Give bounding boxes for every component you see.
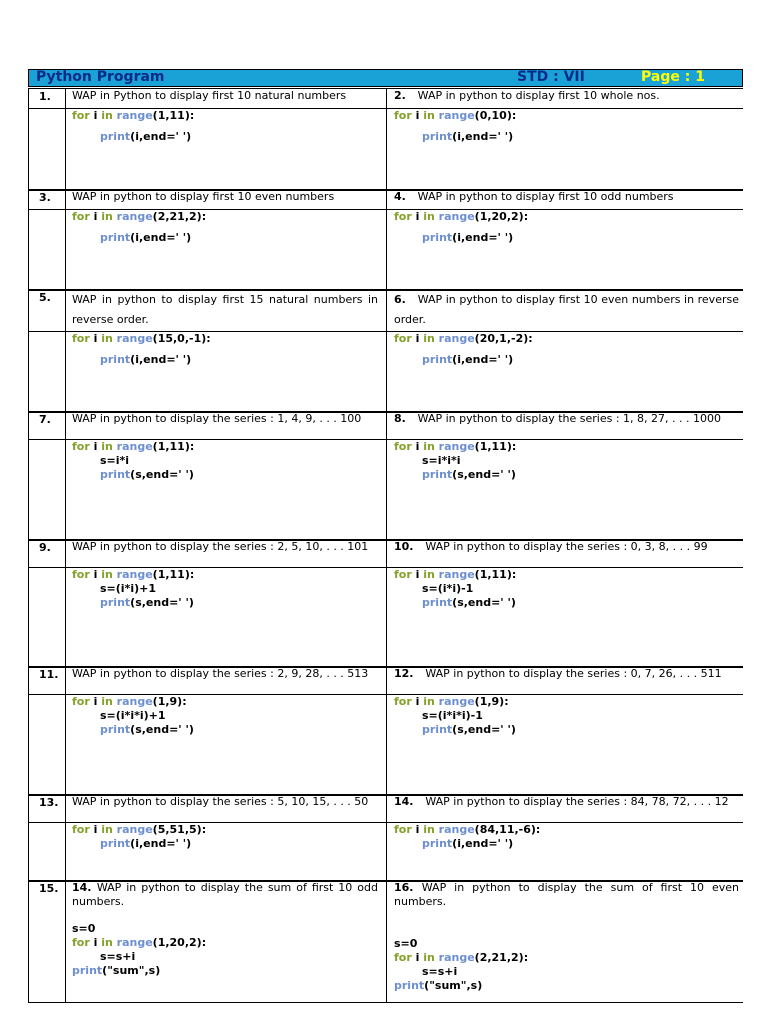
- header-bar: [28, 69, 743, 87]
- code-line: [72, 468, 194, 482]
- question-label: WAP in python to display first 10 whole nos.: [417, 89, 660, 102]
- code-token: i: [93, 332, 102, 345]
- item-number: 5.: [39, 291, 51, 304]
- question-label: WAP in python to display first 10 even numbers in reverse order.: [394, 293, 739, 326]
- code-block: [72, 823, 206, 851]
- class-label: STD : VII: [517, 69, 585, 85]
- code-token: (s,end=' '): [130, 596, 194, 609]
- code-line: [72, 936, 206, 950]
- code-line: [394, 979, 528, 993]
- code-token: for: [72, 109, 94, 122]
- question-text: [394, 795, 739, 809]
- question-text: [394, 290, 739, 330]
- code-token: print: [422, 353, 453, 366]
- code-token: range: [116, 568, 153, 581]
- code-token: in: [101, 332, 117, 345]
- question-text: [394, 881, 739, 909]
- code-token: for: [394, 695, 416, 708]
- code-token: range: [438, 210, 475, 223]
- code-token: (s,end=' '): [452, 723, 516, 736]
- code-line: [394, 231, 528, 245]
- code-token: print: [100, 353, 131, 366]
- code-token: i: [93, 823, 102, 836]
- question-label: WAP in python to display the series : 0, 7, 26, . . . 511: [425, 667, 722, 680]
- question-label: WAP in python to display the sum of first 10 even numbers.: [394, 881, 739, 908]
- item-number: 4.: [394, 190, 410, 203]
- code-token: s=(i*i)+1: [100, 582, 156, 595]
- question-label: WAP in python to display the series : 84, 78, 72, . . . 12: [425, 795, 729, 808]
- code-token: for: [72, 332, 94, 345]
- code-token: for: [394, 109, 416, 122]
- question-label: WAP in python to display the series : 2, 9, 28, . . . 513: [72, 667, 369, 680]
- question-label: WAP in python to display the sum of first 10 odd numbers.: [72, 881, 378, 908]
- code-line: [394, 568, 516, 582]
- page-title: Python Program: [36, 69, 165, 85]
- code-line: [72, 596, 194, 610]
- code-token: (1,9):: [152, 695, 187, 708]
- code-token: print: [394, 979, 425, 992]
- code-token: in: [101, 568, 117, 581]
- code-line: [72, 837, 206, 851]
- code-token: (i,end=' '): [130, 231, 192, 244]
- code-token: i: [415, 951, 424, 964]
- question-label: WAP in python to display the series : 2, 5, 10, . . . 101: [72, 540, 369, 553]
- code-token: s=i*i: [100, 454, 130, 467]
- item-number: 8.: [394, 412, 410, 425]
- code-token: s=s+i: [100, 950, 136, 963]
- item-number: 14.: [394, 795, 418, 808]
- code-line: [394, 454, 516, 468]
- worksheet: [28, 69, 743, 992]
- code-line: [72, 823, 206, 837]
- code-token: i: [93, 440, 102, 453]
- code-block: [394, 823, 540, 851]
- code-token: s=i*i*i: [422, 454, 461, 467]
- code-block: [394, 695, 516, 737]
- code-block: [72, 109, 194, 144]
- code-token: (1,20,2):: [474, 210, 529, 223]
- item-number: 3.: [39, 191, 51, 204]
- page-number: Page : 1: [641, 69, 705, 85]
- code-token: (2,21,2):: [152, 210, 207, 223]
- code-token: i: [415, 823, 424, 836]
- code-token: s=0: [394, 937, 418, 950]
- item-number: 16.: [394, 881, 422, 894]
- code-token: for: [72, 823, 94, 836]
- question-text: [72, 667, 378, 681]
- code-token: (1,11):: [152, 440, 195, 453]
- code-token: (84,11,-6):: [474, 823, 541, 836]
- code-line: [394, 695, 516, 709]
- column-divider: [386, 88, 387, 1002]
- code-line: [72, 454, 194, 468]
- code-token: in: [101, 109, 117, 122]
- code-token: print: [100, 231, 131, 244]
- code-line: [394, 823, 540, 837]
- code-line: [394, 951, 528, 965]
- code-token: i: [93, 109, 102, 122]
- code-token: ("sum",s): [424, 979, 483, 992]
- code-token: for: [394, 440, 416, 453]
- code-block: [394, 210, 528, 245]
- code-line: [394, 723, 516, 737]
- code-token: ("sum",s): [102, 964, 161, 977]
- code-token: print: [100, 596, 131, 609]
- code-line: [72, 231, 206, 245]
- code-block: [72, 568, 194, 610]
- code-token: print: [72, 964, 103, 977]
- code-block: [394, 568, 516, 610]
- item-number: 15.: [39, 882, 59, 895]
- code-token: for: [394, 568, 416, 581]
- code-line: [72, 210, 206, 224]
- item-number: 2.: [394, 89, 410, 102]
- code-block: [72, 440, 194, 482]
- code-token: i: [415, 568, 424, 581]
- item-number: 6.: [394, 293, 410, 306]
- code-token: in: [423, 440, 439, 453]
- code-token: for: [72, 210, 94, 223]
- code-token: range: [116, 695, 153, 708]
- code-line: [394, 468, 516, 482]
- code-token: (1,11):: [152, 568, 195, 581]
- question-text: [72, 795, 378, 809]
- column-divider: [65, 88, 66, 1002]
- code-token: in: [423, 695, 439, 708]
- code-token: i: [415, 440, 424, 453]
- code-token: (s,end=' '): [452, 468, 516, 481]
- code-token: (20,1,-2):: [474, 332, 533, 345]
- code-token: in: [101, 695, 117, 708]
- question-text: [394, 540, 739, 554]
- code-line: [72, 950, 206, 964]
- item-number: 7.: [39, 413, 51, 426]
- question-label: WAP in python to display first 10 odd numbers: [417, 190, 674, 203]
- code-block: [72, 695, 194, 737]
- code-token: range: [116, 823, 153, 836]
- code-token: for: [394, 951, 416, 964]
- code-line: [72, 582, 194, 596]
- code-token: print: [422, 837, 453, 850]
- code-token: (s,end=' '): [452, 596, 516, 609]
- code-line: [394, 837, 540, 851]
- code-token: (s,end=' '): [130, 723, 194, 736]
- code-line: [394, 130, 516, 144]
- code-token: (1,11):: [474, 568, 517, 581]
- code-line: [394, 709, 516, 723]
- code-token: (i,end=' '): [130, 130, 192, 143]
- item-number: 14.: [72, 881, 97, 894]
- code-token: range: [116, 936, 153, 949]
- code-line: [72, 109, 194, 123]
- code-token: for: [394, 823, 416, 836]
- code-token: i: [415, 109, 424, 122]
- code-token: (5,51,5):: [152, 823, 207, 836]
- code-token: s=(i*i*i)+1: [100, 709, 166, 722]
- code-token: print: [100, 468, 131, 481]
- code-token: range: [116, 332, 153, 345]
- code-token: i: [415, 695, 424, 708]
- code-block: [394, 937, 528, 993]
- question-label: WAP in python to display the series : 1, 4, 9, . . . 100: [72, 412, 362, 425]
- code-token: print: [100, 130, 131, 143]
- item-number: 13.: [39, 796, 59, 809]
- item-number: 10.: [394, 540, 418, 553]
- code-token: in: [423, 332, 439, 345]
- code-line: [72, 695, 194, 709]
- code-token: range: [438, 568, 475, 581]
- code-token: range: [438, 951, 475, 964]
- code-block: [394, 440, 516, 482]
- question-text: [72, 190, 378, 204]
- code-line: [394, 582, 516, 596]
- code-token: range: [438, 823, 475, 836]
- code-line: [72, 709, 194, 723]
- code-token: range: [116, 109, 153, 122]
- code-token: (i,end=' '): [130, 353, 192, 366]
- code-line: [394, 937, 528, 951]
- code-line: [394, 332, 533, 346]
- code-line: [394, 965, 528, 979]
- code-line: [72, 568, 194, 582]
- code-token: (1,11):: [474, 440, 517, 453]
- code-token: for: [72, 568, 94, 581]
- code-token: s=s+i: [422, 965, 458, 978]
- code-token: (s,end=' '): [130, 468, 194, 481]
- code-token: for: [72, 936, 94, 949]
- code-token: (15,0,-1):: [152, 332, 211, 345]
- code-token: print: [100, 837, 131, 850]
- code-line: [72, 922, 206, 936]
- question-label: WAP in python to display the series : 5, 10, 15, . . . 50: [72, 795, 369, 808]
- code-token: in: [101, 210, 117, 223]
- code-token: in: [101, 440, 117, 453]
- code-token: i: [93, 695, 102, 708]
- question-text: [394, 89, 739, 103]
- code-token: (1,11):: [152, 109, 195, 122]
- code-token: in: [423, 951, 439, 964]
- code-token: print: [422, 231, 453, 244]
- code-token: print: [422, 130, 453, 143]
- question-text: [72, 290, 378, 330]
- code-token: for: [394, 332, 416, 345]
- code-line: [394, 210, 528, 224]
- code-token: range: [438, 695, 475, 708]
- code-token: (i,end=' '): [452, 837, 514, 850]
- code-token: i: [415, 332, 424, 345]
- code-token: i: [415, 210, 424, 223]
- code-token: in: [423, 109, 439, 122]
- code-line: [72, 723, 194, 737]
- code-token: (1,9):: [474, 695, 509, 708]
- item-number: 11.: [39, 668, 59, 681]
- code-line: [394, 109, 516, 123]
- code-token: i: [93, 210, 102, 223]
- code-token: for: [72, 695, 94, 708]
- code-line: [72, 964, 206, 978]
- code-token: range: [116, 440, 153, 453]
- code-block: [72, 210, 206, 245]
- code-token: print: [422, 468, 453, 481]
- question-label: WAP in python to display the series : 0, 3, 8, . . . 99: [425, 540, 708, 553]
- code-token: range: [438, 440, 475, 453]
- question-text: [394, 412, 739, 426]
- code-block: [394, 332, 533, 367]
- code-token: range: [438, 109, 475, 122]
- code-block: [72, 332, 211, 367]
- code-token: (2,21,2):: [474, 951, 529, 964]
- code-token: in: [423, 568, 439, 581]
- code-line: [72, 332, 211, 346]
- code-token: i: [93, 936, 102, 949]
- code-token: for: [72, 440, 94, 453]
- code-line: [72, 130, 194, 144]
- code-token: s=0: [72, 922, 96, 935]
- code-token: in: [101, 823, 117, 836]
- code-token: print: [100, 723, 131, 736]
- code-line: [72, 353, 211, 367]
- code-token: print: [422, 596, 453, 609]
- code-line: [72, 440, 194, 454]
- question-text: [72, 89, 378, 103]
- code-token: (i,end=' '): [452, 353, 514, 366]
- left-border: [28, 88, 29, 1002]
- code-token: print: [422, 723, 453, 736]
- code-token: (i,end=' '): [452, 130, 514, 143]
- code-token: i: [93, 568, 102, 581]
- question-label: WAP in Python to display first 10 natural numbers: [72, 89, 347, 102]
- code-token: in: [101, 936, 117, 949]
- question-label: WAP in python to display the series : 1, 8, 27, . . . 1000: [417, 412, 721, 425]
- question-text: [72, 540, 378, 554]
- code-token: (0,10):: [474, 109, 517, 122]
- code-token: (i,end=' '): [452, 231, 514, 244]
- question-label: WAP in python to display first 10 even numbers: [72, 190, 335, 203]
- question-label: WAP in python to display first 15 natural numbers in reverse order.: [72, 293, 378, 326]
- question-text: [394, 190, 739, 204]
- code-token: (i,end=' '): [130, 837, 192, 850]
- code-line: [394, 353, 533, 367]
- item-number: 1.: [39, 90, 51, 103]
- code-token: (1,20,2):: [152, 936, 207, 949]
- code-token: s=(i*i)-1: [422, 582, 474, 595]
- code-token: in: [423, 823, 439, 836]
- code-block: [72, 922, 206, 978]
- code-token: range: [438, 332, 475, 345]
- row-divider: [28, 1002, 743, 1003]
- question-text: [394, 667, 739, 681]
- code-token: in: [423, 210, 439, 223]
- code-token: range: [116, 210, 153, 223]
- item-number: 9.: [39, 541, 51, 554]
- item-number: 12.: [394, 667, 418, 680]
- question-text: [72, 881, 378, 909]
- code-token: s=(i*i*i)-1: [422, 709, 483, 722]
- code-line: [394, 440, 516, 454]
- code-block: [394, 109, 516, 144]
- code-line: [394, 596, 516, 610]
- question-text: [72, 412, 378, 426]
- code-token: for: [394, 210, 416, 223]
